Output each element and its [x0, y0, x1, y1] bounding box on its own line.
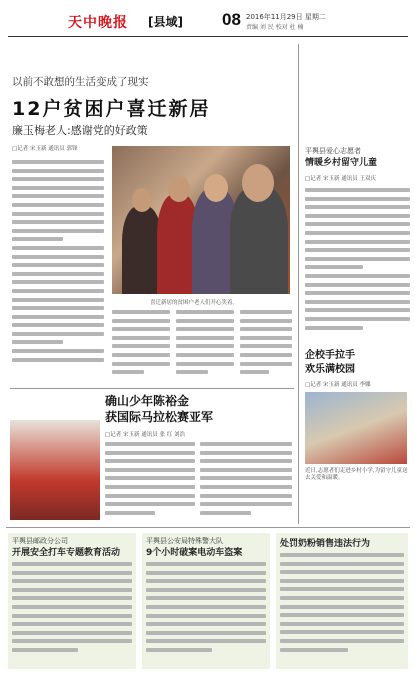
bottom-left-headline: 开展安全打车专题教育活动: [12, 548, 121, 558]
bottom-left-article: [8, 533, 136, 669]
school-event-photo: [305, 392, 407, 464]
runner-award-photo: [10, 420, 100, 520]
bottom-middle-kicker: 平舆县公安局特殊警大队: [146, 537, 223, 545]
second-headline-2: 获国际马拉松赛亚军: [105, 410, 214, 424]
second-byline: □记者 宋玉新 通讯员 张 红 刘浩: [105, 432, 185, 438]
main-headline: 12户贫困户喜迁新居: [12, 98, 211, 120]
bottom-middle-text: [142, 562, 270, 662]
sidebar-photo-caption: 近日,志愿者们走进乡村小学,为留守儿童送去关爱和温暖。: [305, 468, 408, 481]
bottom-middle-headline: 9个小时破案电动车盗案: [146, 548, 243, 558]
sidebar2-headline: 企校手拉手: [305, 350, 355, 361]
bottom-left-text: [8, 562, 136, 662]
masthead-rule: [8, 36, 408, 37]
sidebar-byline: □记者 宋玉新 通讯员 王双庆: [305, 176, 376, 182]
issue-date: 2016年11月29日 星期二: [246, 13, 326, 21]
bottom-right-text: [276, 553, 408, 661]
main-subhead: 廉玉梅老人:感谢党的好政策: [12, 124, 148, 137]
second-text-col-1: [105, 442, 195, 522]
bottom-right-article: [276, 533, 408, 669]
editors-line: 责编 刘 民 校对 杜 楠: [246, 24, 304, 31]
elderly-villagers-photo: [112, 146, 290, 294]
main-byline: □记者 宋玉新 通讯员 郭锋: [12, 146, 78, 152]
main-text-col-1: [12, 160, 104, 380]
sidebar-headline: 情暖乡村留守儿童: [305, 158, 378, 168]
bottom-left-kicker: 平舆县邮政分公司: [12, 537, 68, 545]
page-number: 08: [222, 10, 241, 29]
sidebar-text: [305, 188, 410, 346]
column-divider: [298, 44, 299, 524]
bottom-middle-article: [142, 533, 270, 669]
second-text-col-2: [200, 442, 292, 522]
sidebar2-headline-2: 欢乐满校园: [305, 364, 355, 375]
newspaper-logo: 天中晚报: [68, 15, 128, 31]
main-photo-caption: 喜迁新居的贫困户老人们开心笑着。: [150, 300, 239, 306]
main-text-col-2: [112, 310, 170, 382]
main-kicker: 以前不敢想的生活变成了现实: [12, 76, 149, 88]
story-divider: [10, 388, 294, 389]
second-headline: 确山少年陈裕金: [105, 394, 190, 408]
main-text-col-3: [176, 310, 234, 382]
sidebar2-byline: □记者 宋玉新 通讯员 李娜: [305, 382, 371, 388]
bottom-right-headline: 处罚奶粉销售违法行为: [280, 539, 371, 549]
sidebar-kicker: 平舆县爱心志愿者: [305, 147, 361, 155]
masthead: [0, 0, 415, 44]
section-tag: [县域]: [148, 15, 183, 29]
main-text-col-4: [240, 310, 292, 382]
bottom-row-divider: [6, 527, 410, 528]
